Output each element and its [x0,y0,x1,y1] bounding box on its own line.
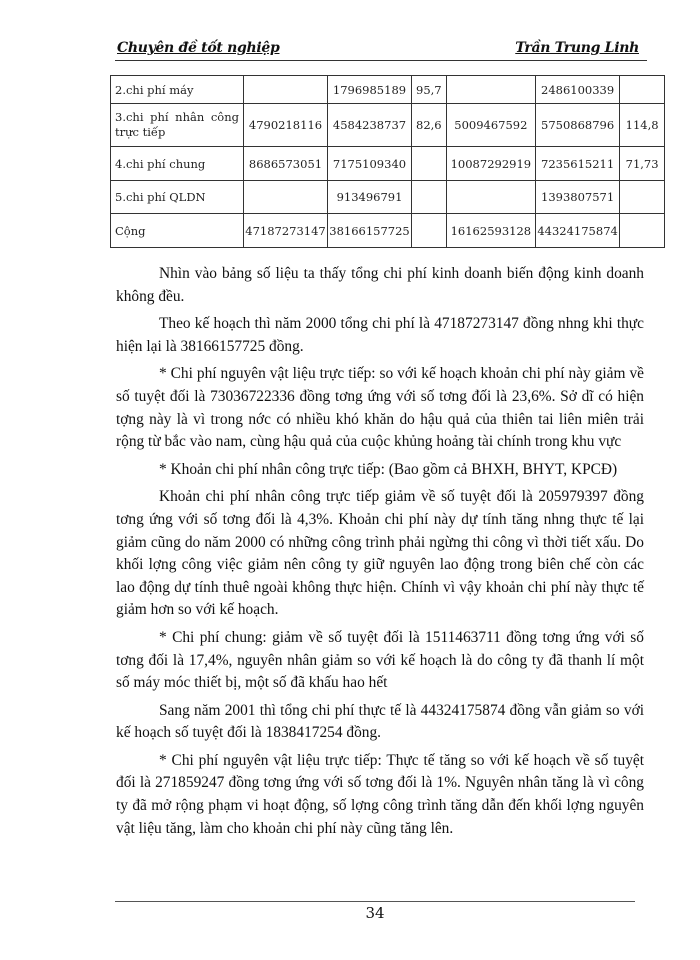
table-cell: 4584238737 [328,104,412,147]
header-author: Trần Trung Linh [515,40,639,56]
table-cell: 10087292919 [446,147,535,181]
paragraph: Khoản chi phí nhân công trực tiếp giảm về số tuyệt đối là 205979397 đồng tơng ứng với số tơng đối là 4,3%. Khoản chi phí này dự tính tăng nhng thực tế lại giảm cũng do năm 2000 có những công trình phải ngừng thi công vì thời tiết xấu. Do khối lợng công việc giảm nên công ty giữ nguyên lao động trong biên chế còn các lao động dự tính thuê ngoài không thực hiện. Chính vì vậy khoản chi phí này thực tế giảm hơn so với kế hoạch. [116,488,644,619]
table-cell [620,214,665,248]
table-cell [412,214,447,248]
table-cell [244,181,328,214]
table-cell: 71,73 [620,147,665,181]
table-cell: 913496791 [328,181,412,214]
table-row [111,104,665,147]
table-row [111,181,665,214]
header-title: Chuyên đề tốt nghiệp [117,40,280,56]
table-cell: 114,8 [620,104,665,147]
table-cell: 5750868796 [536,104,620,147]
paragraph: Theo kế hoạch thì năm 2000 tổng chi phí là 47187273147 đồng nhng khi thực hiện lại là 38166157725 đồng. [116,315,644,355]
table-cell: 82,6 [412,104,447,147]
table-cell [620,181,665,214]
table-cell: 44324175874 [536,214,620,248]
body-text [116,263,644,840]
table-cell: 1393807571 [536,181,620,214]
table-cell [620,76,665,104]
table-cell [412,147,447,181]
page-number: 34 [365,904,385,922]
table-cell: 38166157725 [328,214,412,248]
table-cell: 7235615211 [536,147,620,181]
table-cell: 95,7 [412,76,447,104]
table-cell: 47187273147 [244,214,328,248]
table-cell: 16162593128 [446,214,535,248]
paragraph: Sang năm 2001 thì tổng chi phí thực tế là 44324175874 đồng vẫn giảm so với kế hoạch số tuyệt đối là 1838417254 đồng. [116,701,644,742]
row-label: Cộng [111,214,244,248]
table-cell [446,181,535,214]
paragraph: * Chi phí nguyên vật liệu trực tiếp: Thực tế tăng so với kế hoạch về số tuyệt đối là 271859247 đồng tơng ứng với số tơng đối là 1%. Nguyên nhân tăng là vì công ty đã mở rộng phạm vi hoạt động, số lợng công trình tăng dẫn đến khối lợng nguyên vật liệu tăng, làm cho khoản chi phí này cũng tăng lên. [116,751,644,837]
table-cell: 2486100339 [536,76,620,104]
paragraph: Nhìn vào bảng số liệu ta thấy tổng chi phí kinh doanh biến động kinh doanh không đều. [116,265,644,305]
table-row [111,76,665,104]
cost-table [110,75,665,248]
table-cell [446,76,535,104]
table-cell: 8686573051 [244,147,328,181]
table-cell [244,76,328,104]
table-row [111,214,665,248]
table-cell: 4790218116 [244,104,328,147]
row-label: 4.chi phí chung [111,147,244,181]
paragraph: * Chi phí chung: giảm về số tuyệt đối là 1511463711 đồng tơng ứng với số tơng đối là 17,4%, nguyên nhân giảm so với kế hoạch là do công ty đã thanh lí một số máy móc thiết bị, một số đã khấu hao hết [116,628,644,692]
table-cell: 7175109340 [328,147,412,181]
row-label: 2.chi phí máy [111,76,244,104]
table-row [111,147,665,181]
table-cell: 5009467592 [446,104,535,147]
footer-divider [115,901,635,902]
table-cell: 1796985189 [328,76,412,104]
row-label: 3.chi phí nhân công trực tiếp [111,104,244,147]
page-header [115,40,647,61]
table-cell [412,181,447,214]
paragraph: * Chi phí nguyên vật liệu trực tiếp: so với kế hoạch khoản chi phí này giảm về số tuyệt đối là 73036722336 đồng tơng ứng với số tơng đối là 23,6%. Sở dĩ có hiện tợng này là vì trong nớc có nhiều khó khăn do hậu quả của thiên tai liên miên trải rộng từ bắc vào nam, cùng hậu quả của cuộc khủng hoảng tài chính trong khu vực [116,365,644,451]
row-label: 5.chi phí QLDN [111,181,244,214]
paragraph: * Khoản chi phí nhân công trực tiếp: (Bao gồm cả BHXH, BHYT, KPCĐ) [159,460,618,478]
